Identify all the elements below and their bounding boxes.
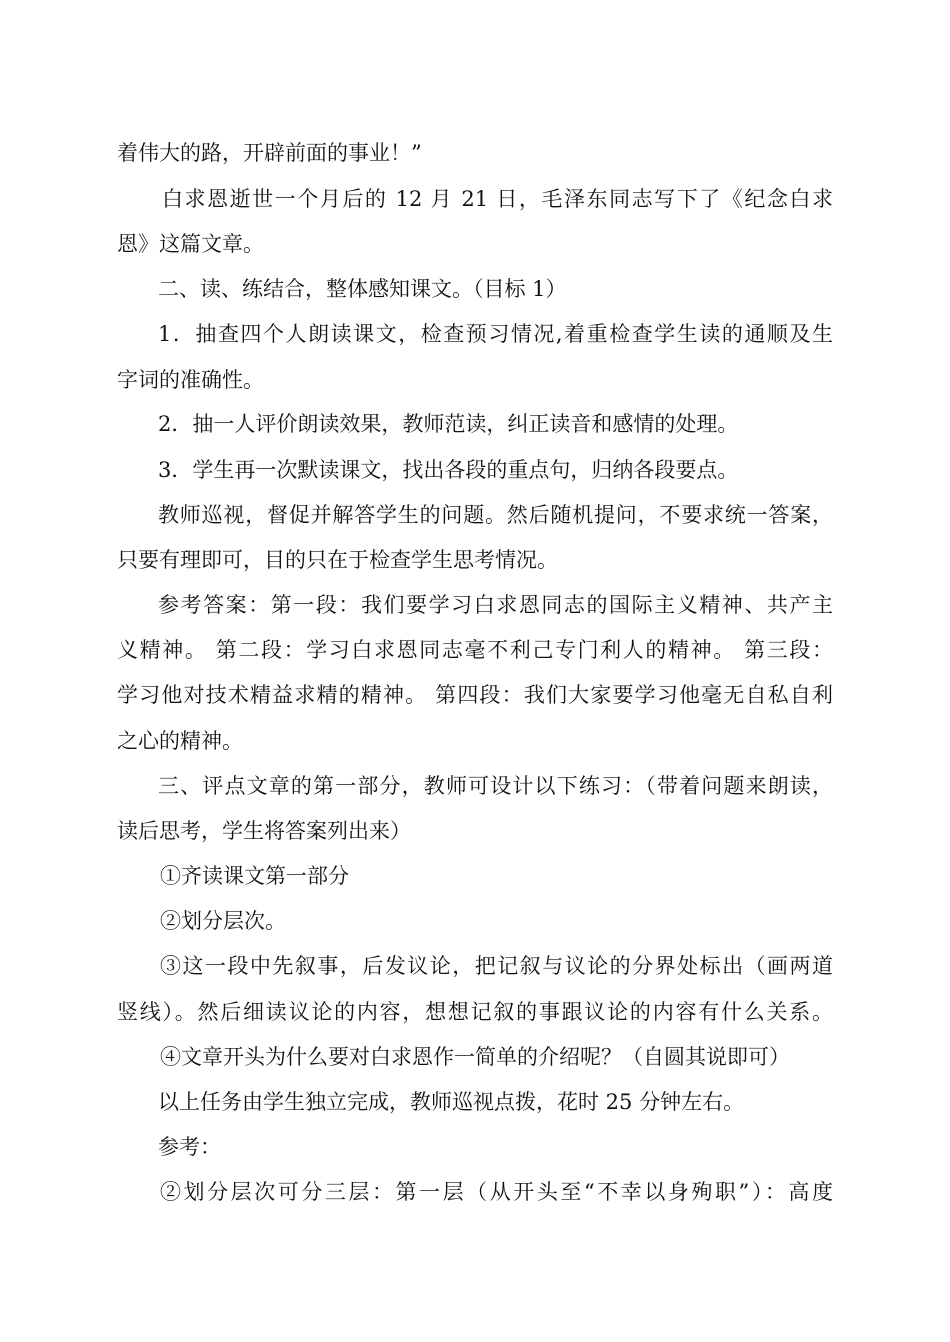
section-heading: 二、读、练结合，整体感知课文。（目标 1） xyxy=(158,277,567,301)
text-line: 3．学生再一次默读课文，找出各段的重点句，归纳各段要点。 xyxy=(158,458,739,482)
text-line: 竖线）。然后细读议论的内容，想想记叙的事跟议论的内容有什么关系。 xyxy=(117,1000,833,1024)
text-line: 参考： xyxy=(158,1135,221,1159)
text-line: ④文章开头为什么要对白求恩作一简单的介绍呢？（自圆其说即可） xyxy=(160,1045,790,1069)
text-line: 2．抽一人评价朗读效果，教师范读，纠正读音和感情的处理。 xyxy=(158,412,739,436)
text-line: 只要有理即可，目的只在于检查学生思考情况。 xyxy=(117,548,558,572)
text-line: ①齐读课文第一部分 xyxy=(160,864,349,888)
text-line: 着伟大的路，开辟前面的事业！” xyxy=(117,141,422,165)
text-line: 之心的精神。 xyxy=(117,729,243,753)
text-line: ③这一段中先叙事，后发议论，把记叙与议论的分界处标出（画两道 xyxy=(160,954,833,978)
text-line: 学习他对技术精益求精的精神。 第四段：我们大家要学习他毫无自私自利 xyxy=(117,683,833,707)
text-line: 教师巡视，督促并解答学生的问题。然后随机提问，不要求统一答案， xyxy=(158,503,833,527)
text-line: 参考答案：第一段：我们要学习白求恩同志的国际主义精神、共产主 xyxy=(158,593,833,617)
text-line: 1．抽查四个人朗读课文，检查预习情况,着重检查学生读的通顺及生 xyxy=(158,322,833,346)
section-heading: 三、评点文章的第一部分，教师可设计以下练习：（带着问题来朗读， xyxy=(158,774,833,798)
text-line: 以上任务由学生独立完成，教师巡视点拨，花时 25 分钟左右。 xyxy=(158,1090,745,1114)
text-line: ②划分层次。 xyxy=(160,909,286,933)
text-line: 义精神。 第二段：学习白求恩同志毫不利己专门利人的精神。 第三段： xyxy=(117,638,833,662)
text-line: 读后思考，学生将答案列出来） xyxy=(117,819,411,843)
text-line: ②划分层次可分三层：第一层（从开头至“不幸以身殉职”）：高度 xyxy=(160,1180,833,1204)
text-line: 字词的准确性。 xyxy=(117,368,264,392)
text-line: 恩》这篇文章。 xyxy=(117,232,264,256)
text-line: 白求恩逝世一个月后的 12 月 21 日，毛泽东同志写下了《纪念白求 xyxy=(162,187,833,211)
